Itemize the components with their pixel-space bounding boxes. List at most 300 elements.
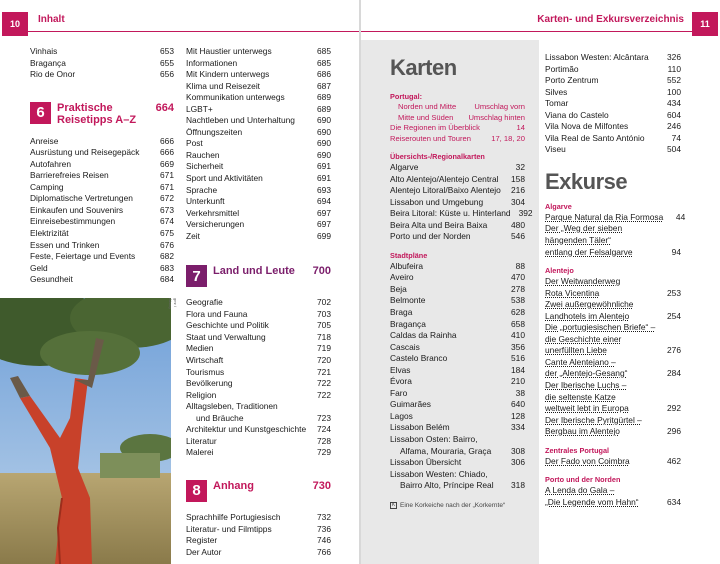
toc-entry xyxy=(390,388,525,400)
entry-title: Tourismus xyxy=(186,366,225,377)
entry-page: 462 xyxy=(667,455,681,466)
entry-page: 694 xyxy=(317,196,331,207)
entry-page: 690 xyxy=(317,138,331,149)
entry-title: Informationen xyxy=(186,57,238,68)
toc-entry xyxy=(390,399,525,411)
toc-entry xyxy=(186,424,331,436)
toc-entry xyxy=(186,196,331,208)
entry-page: 604 xyxy=(667,109,681,120)
toc-entry xyxy=(390,353,525,365)
entry-page: 284 xyxy=(667,368,681,379)
toc-entry xyxy=(186,367,331,379)
entry-title: Wirtschaft xyxy=(186,355,224,366)
entry-page: 504 xyxy=(667,144,681,155)
entry-title: Braga xyxy=(390,307,413,318)
map-entry xyxy=(390,113,525,124)
toc-entry xyxy=(30,182,174,194)
entry-page: 697 xyxy=(317,219,331,230)
entry-page: 32 xyxy=(515,162,525,172)
exkurs-group-heading: Alentejo xyxy=(545,266,574,276)
toc-entry xyxy=(390,174,525,186)
toc-column-1 xyxy=(30,46,174,286)
entry-page: 746 xyxy=(317,535,331,546)
entry-title: Medien xyxy=(186,343,214,354)
toc-entry xyxy=(545,426,681,438)
entry-page: 308 xyxy=(511,445,525,456)
stadtplaene-heading: Stadtpläne xyxy=(390,250,428,260)
photo-credit: gmr / Alamy xyxy=(168,298,178,310)
toc-entry xyxy=(545,497,681,509)
entry-page: 38 xyxy=(515,387,525,398)
entry-title: Caldas da Rainha xyxy=(390,330,457,341)
toc-entry xyxy=(186,138,331,150)
toc-entry xyxy=(545,311,681,323)
entry-page xyxy=(659,380,681,392)
entry-page: 693 xyxy=(317,184,331,195)
entry-title: Der Fado von Coimbra xyxy=(545,455,630,466)
entry-title: Elvas xyxy=(390,364,411,375)
entry-title: Architektur und Kunstgeschichte xyxy=(186,424,307,435)
toc-column-2 xyxy=(186,46,331,558)
toc-entry xyxy=(545,276,681,288)
entry-title: Tomar xyxy=(545,98,569,109)
entry-page: 516 xyxy=(511,353,525,364)
entry-page: 100 xyxy=(667,86,681,97)
entry-page xyxy=(659,415,681,427)
toc-entry xyxy=(30,228,174,240)
entry-page: 410 xyxy=(511,330,525,341)
map-entry xyxy=(390,134,525,145)
entry-title: Rauchen xyxy=(186,149,220,160)
entry-title: Parque Natural da Ria Formosa xyxy=(545,211,664,222)
toc-entry xyxy=(30,136,174,148)
entry-title: Religion xyxy=(186,389,217,400)
toc-entry xyxy=(390,411,525,423)
running-header-left: Inhalt xyxy=(38,14,65,25)
entry-title: Verkehrsmittel xyxy=(186,207,240,218)
map-title: Norden und Mitte xyxy=(398,102,457,111)
entry-title: Klima und Reisezeit xyxy=(186,80,261,91)
toc-entry xyxy=(545,52,681,64)
entry-title: Porto Zentrum xyxy=(545,75,599,86)
toc-entry xyxy=(545,357,681,369)
map-page: Umschlag hinten xyxy=(468,112,525,122)
toc-entry xyxy=(545,144,681,156)
entry-page: 671 xyxy=(160,170,174,181)
toc-entry xyxy=(545,247,681,259)
entry-title: Albufeira xyxy=(390,260,424,271)
entry-page: 699 xyxy=(317,230,331,241)
entry-title: und Bräuche xyxy=(196,412,244,423)
entry-page: 246 xyxy=(667,121,681,132)
entry-title: Faro xyxy=(390,387,408,398)
entry-page: 674 xyxy=(160,216,174,227)
toc-entry xyxy=(186,127,331,139)
toc-entry xyxy=(390,295,525,307)
entry-page: 669 xyxy=(160,158,174,169)
entry-page: 719 xyxy=(317,343,331,354)
toc-entry xyxy=(30,240,174,252)
entry-title: Geografie xyxy=(186,297,223,308)
entry-title: die Geschichte einer xyxy=(545,333,622,344)
toc-entry xyxy=(390,422,525,434)
entry-page: 691 xyxy=(317,161,331,172)
toc-entry xyxy=(186,92,331,104)
entry-page: 640 xyxy=(511,399,525,410)
entry-page: 392 xyxy=(518,208,533,219)
exkurse-title: Exkurse xyxy=(545,168,628,194)
toc-entry xyxy=(186,185,331,197)
toc-entry xyxy=(545,322,681,334)
map-entry xyxy=(390,102,525,113)
entry-title: Einreisebestimmungen xyxy=(30,216,116,227)
entry-page xyxy=(659,299,681,311)
entry-page: 687 xyxy=(317,80,331,91)
entry-page: 686 xyxy=(317,69,331,80)
toc-entry xyxy=(30,46,174,58)
entry-title: Porto und der Norden xyxy=(390,231,471,242)
entry-title: Geschichte und Politik xyxy=(186,320,269,331)
entry-page xyxy=(503,469,525,481)
entry-title: Lissabon Belém xyxy=(390,422,450,433)
entry-title: Bairro Alto, Príncipe Real xyxy=(400,480,494,491)
map-page: 14 xyxy=(516,123,525,132)
toc-entry xyxy=(390,330,525,342)
entry-page: 538 xyxy=(511,295,525,306)
entry-title: Flora und Fauna xyxy=(186,308,248,319)
toc-entry xyxy=(186,309,331,321)
entry-title: Der Iberische Pyritgürtel – xyxy=(545,414,642,425)
entry-page: 690 xyxy=(317,149,331,160)
entry-title: Algarve xyxy=(390,162,419,172)
entry-title: Zeit xyxy=(186,230,200,241)
toc-entry xyxy=(545,345,681,357)
entry-title: entlang der Felsalgarve xyxy=(545,246,633,257)
map-page: Umschlag vorn xyxy=(474,102,525,111)
map-title: Mitte und Süden xyxy=(398,112,454,122)
entry-page: 666 xyxy=(160,135,174,146)
entry-page xyxy=(659,485,681,497)
entry-title: Bragança xyxy=(30,57,66,68)
entry-title: Portimão xyxy=(545,63,579,74)
toc-entry xyxy=(30,205,174,217)
entry-title: Elektrizität xyxy=(30,228,69,239)
spacer xyxy=(186,242,331,254)
entry-page: 676 xyxy=(160,239,174,250)
entry-title: Unterkunft xyxy=(186,196,225,207)
entry-page: 685 xyxy=(317,46,331,56)
toc-entry xyxy=(390,319,525,331)
chapter-page: 730 xyxy=(312,479,331,492)
entry-page: 690 xyxy=(317,126,331,137)
toc-entry xyxy=(186,219,331,231)
entry-page: 128 xyxy=(511,410,525,421)
toc-entry xyxy=(545,87,681,99)
entry-page: 253 xyxy=(667,287,681,298)
entry-title: Literatur xyxy=(186,435,217,446)
toc-entry xyxy=(390,220,525,232)
entry-title: Évora xyxy=(390,376,412,387)
entry-title: „Die Legende vom Hahn“ xyxy=(545,496,639,507)
entry-title: Diplomatische Vertretungen xyxy=(30,193,133,204)
toc-entry xyxy=(186,355,331,367)
right-page xyxy=(361,0,720,564)
chapter-page: 664 xyxy=(155,101,174,114)
toc-entry xyxy=(186,46,331,58)
toc-entry xyxy=(30,69,174,81)
entry-page xyxy=(659,334,681,346)
toc-entry xyxy=(186,535,331,547)
entry-page: 88 xyxy=(515,260,525,271)
entry-title: Aveiro xyxy=(390,272,414,283)
entry-title: Ausrüstung und Reisegepäck xyxy=(30,147,140,158)
toc-entry xyxy=(30,58,174,70)
toc-entry xyxy=(545,456,681,468)
toc-entry xyxy=(186,150,331,162)
entry-title: Zwei außergewöhnliche xyxy=(545,299,634,310)
chapter-number: 8 xyxy=(186,480,207,502)
entry-page: 703 xyxy=(317,308,331,319)
entry-page: 671 xyxy=(160,181,174,192)
toc-entry xyxy=(186,104,331,116)
toc-entry xyxy=(186,81,331,93)
running-header-right: Karten- und Exkursverzeichnis xyxy=(537,14,684,25)
entry-page: 705 xyxy=(317,320,331,331)
toc-entry xyxy=(390,365,525,377)
entry-page: 276 xyxy=(667,345,681,356)
chapter-heading xyxy=(186,265,331,287)
entry-title: Anreise xyxy=(30,135,59,146)
toc-entry xyxy=(30,251,174,263)
entry-title: Staat und Verwaltung xyxy=(186,331,266,342)
entry-title: Register xyxy=(186,535,218,546)
entry-page: 666 xyxy=(160,147,174,158)
entry-title: Beira Alta und Beira Baixa xyxy=(390,219,488,230)
entry-title: Mit Kindern unterwegs xyxy=(186,69,270,80)
entry-page: 722 xyxy=(317,378,331,389)
map-page: 17, 18, 20 xyxy=(491,133,525,143)
entry-page: 306 xyxy=(511,457,525,468)
toc-entry xyxy=(390,342,525,354)
entry-page: 685 xyxy=(317,57,331,68)
toc-entry xyxy=(30,274,174,286)
entry-page: 634 xyxy=(667,496,681,507)
entry-page: 736 xyxy=(317,523,331,534)
entry-title: die seltenste Katze xyxy=(545,391,616,402)
toc-entry xyxy=(186,390,331,402)
cork-oak-photo xyxy=(0,298,171,564)
toc-entry xyxy=(30,263,174,275)
entry-title: Bevölkerung xyxy=(186,378,233,389)
entry-title: Lissabon Westen: Chiado, xyxy=(390,468,488,479)
chapter-heading xyxy=(30,102,174,126)
entry-page: 689 xyxy=(317,92,331,103)
entry-title: Versicherungen xyxy=(186,219,245,230)
entry-page: 729 xyxy=(317,447,331,458)
entry-title: Bergbau im Alentejo xyxy=(545,426,620,437)
portugal-heading: Portugal: xyxy=(390,92,423,101)
page-number-right: 11 xyxy=(692,12,718,36)
entry-title: Viana do Castelo xyxy=(545,109,609,120)
exkurs-group-heading: Zentrales Portugal xyxy=(545,445,610,455)
toc-entry xyxy=(390,208,533,220)
entry-page: 44 xyxy=(675,211,686,222)
entry-title: Nachtleben und Unterhaltung xyxy=(186,115,295,126)
entry-page: 691 xyxy=(317,173,331,184)
regional-heading: Übersichts-/Regionalkarten xyxy=(390,152,485,161)
entry-title: Vila Nova de Milfontes xyxy=(545,121,629,132)
toc-entry xyxy=(186,413,331,425)
toc-entry xyxy=(186,447,331,459)
entry-title: Vinhais xyxy=(30,46,58,56)
entry-page: 690 xyxy=(317,115,331,126)
toc-entry xyxy=(390,185,525,197)
toc-entry xyxy=(545,288,681,300)
toc-entry xyxy=(390,162,525,174)
entry-page xyxy=(503,434,525,446)
entry-title: LGBT+ xyxy=(186,103,213,114)
toc-entry xyxy=(186,320,331,332)
chapter-page: 700 xyxy=(312,265,331,278)
entry-title: Alltagsleben, Traditionen xyxy=(186,401,278,412)
entry-title: Sprache xyxy=(186,184,218,195)
spacer xyxy=(30,81,174,91)
entry-page: 672 xyxy=(160,193,174,204)
toc-entry xyxy=(545,223,681,235)
toc-entry xyxy=(186,58,331,70)
toc-entry xyxy=(186,115,331,127)
entry-title: Sprachhilfe Portugiesisch xyxy=(186,511,281,522)
caption-text: Eine Korkeiche nach der „Korkernte“ xyxy=(400,501,506,509)
entry-title: Der Iberische Luchs – xyxy=(545,380,627,391)
entry-title: Vila Real de Santo António xyxy=(545,132,645,143)
entry-page: 684 xyxy=(160,274,174,285)
entry-title: Die „portugiesischen Briefe“ – xyxy=(545,322,656,333)
left-page xyxy=(0,0,359,564)
entry-page: 356 xyxy=(511,341,525,352)
entry-page: 158 xyxy=(511,173,525,184)
entry-page xyxy=(659,357,681,369)
entry-page: 304 xyxy=(511,196,525,207)
entry-page: 546 xyxy=(511,231,525,242)
entry-page xyxy=(659,276,681,288)
toc-entry xyxy=(30,159,174,171)
entry-title: Belmonte xyxy=(390,295,426,306)
entry-title: Lissabon Übersicht xyxy=(390,457,462,468)
entry-page: 184 xyxy=(511,364,525,375)
entry-title: Literatur- und Filmtipps xyxy=(186,523,272,534)
chapter-number: 7 xyxy=(186,265,207,287)
karten-title: Karten xyxy=(390,55,457,80)
entry-title: der „Alentejo-Gesang“ xyxy=(545,368,628,379)
entry-page: 656 xyxy=(160,69,174,80)
map-title: Reiserouten und Touren xyxy=(390,133,471,143)
entry-page: 689 xyxy=(317,103,331,114)
entry-page: 675 xyxy=(160,228,174,239)
chapter-title: Anhang xyxy=(213,479,254,492)
entry-title: Einkaufen und Souvenirs xyxy=(30,204,124,215)
toc-entry xyxy=(390,434,525,446)
entry-page: 728 xyxy=(317,435,331,446)
toc-entry xyxy=(545,64,681,76)
entry-page: 724 xyxy=(317,424,331,435)
entry-title: Essen und Trinken xyxy=(30,239,100,250)
toc-entry xyxy=(390,376,525,388)
entry-title: Lissabon Osten: Bairro, xyxy=(390,434,478,445)
entry-page: 110 xyxy=(667,63,681,74)
toc-entry xyxy=(390,261,525,273)
toc-entry xyxy=(390,457,525,469)
toc-entry xyxy=(545,98,681,110)
toc-entry xyxy=(186,332,331,344)
toc-entry xyxy=(186,161,331,173)
toc-entry xyxy=(545,403,681,415)
entry-title: Geld xyxy=(30,262,48,273)
entry-page: 334 xyxy=(511,422,525,433)
karten-list xyxy=(390,55,533,511)
toc-entry xyxy=(186,343,331,355)
entry-page: 74 xyxy=(671,132,681,143)
toc-entry xyxy=(186,547,331,559)
entry-page: 655 xyxy=(160,57,174,68)
entry-page: 732 xyxy=(317,511,331,522)
entry-page: 480 xyxy=(511,219,525,230)
entry-page: 216 xyxy=(511,185,525,196)
entry-title: Rio de Onor xyxy=(30,69,76,80)
toc-entry xyxy=(390,469,525,481)
toc-entry xyxy=(186,512,331,524)
toc-entry xyxy=(545,110,681,122)
header-rule xyxy=(361,31,692,32)
map-title: Die Regionen im Überblick xyxy=(390,123,480,132)
entry-title: Gesundheit xyxy=(30,274,73,285)
toc-entry xyxy=(186,297,331,309)
caption-icon: K xyxy=(391,501,396,508)
entry-title: Sicherheit xyxy=(186,161,224,172)
chapter-heading xyxy=(186,480,331,502)
entry-page: 766 xyxy=(317,546,331,557)
entry-page: 673 xyxy=(160,204,174,215)
toc-entry xyxy=(390,446,525,458)
entry-page: 718 xyxy=(317,331,331,342)
entry-title: Alto Alentejo/Alentejo Central xyxy=(390,173,499,184)
entry-title: Silves xyxy=(545,86,568,97)
entry-title: Barrierefreies Reisen xyxy=(30,170,109,181)
chapter-number: 6 xyxy=(30,102,51,124)
entry-title: Der Autor xyxy=(186,546,222,557)
entry-title: Öffnungszeiten xyxy=(186,126,243,137)
entry-title: Kommunikation unterwegs xyxy=(186,92,285,103)
toc-entry xyxy=(30,216,174,228)
entry-title: Feste, Feiertage und Events xyxy=(30,251,136,262)
toc-entry xyxy=(390,307,525,319)
spacer xyxy=(186,459,331,469)
toc-entry xyxy=(545,299,681,311)
toc-entry xyxy=(30,193,174,205)
exkurs-group-heading: Algarve xyxy=(545,201,572,211)
karten-exkurse-column xyxy=(545,52,686,508)
entry-page: 682 xyxy=(160,251,174,262)
toc-entry xyxy=(186,69,331,81)
entry-title: Autofahren xyxy=(30,158,71,169)
entry-title: Beja xyxy=(390,283,407,294)
toc-entry xyxy=(186,524,331,536)
entry-page: 326 xyxy=(667,52,681,62)
toc-entry xyxy=(545,121,681,133)
entry-page: 296 xyxy=(667,426,681,437)
entry-page: 721 xyxy=(317,366,331,377)
entry-title: Post xyxy=(186,138,203,149)
